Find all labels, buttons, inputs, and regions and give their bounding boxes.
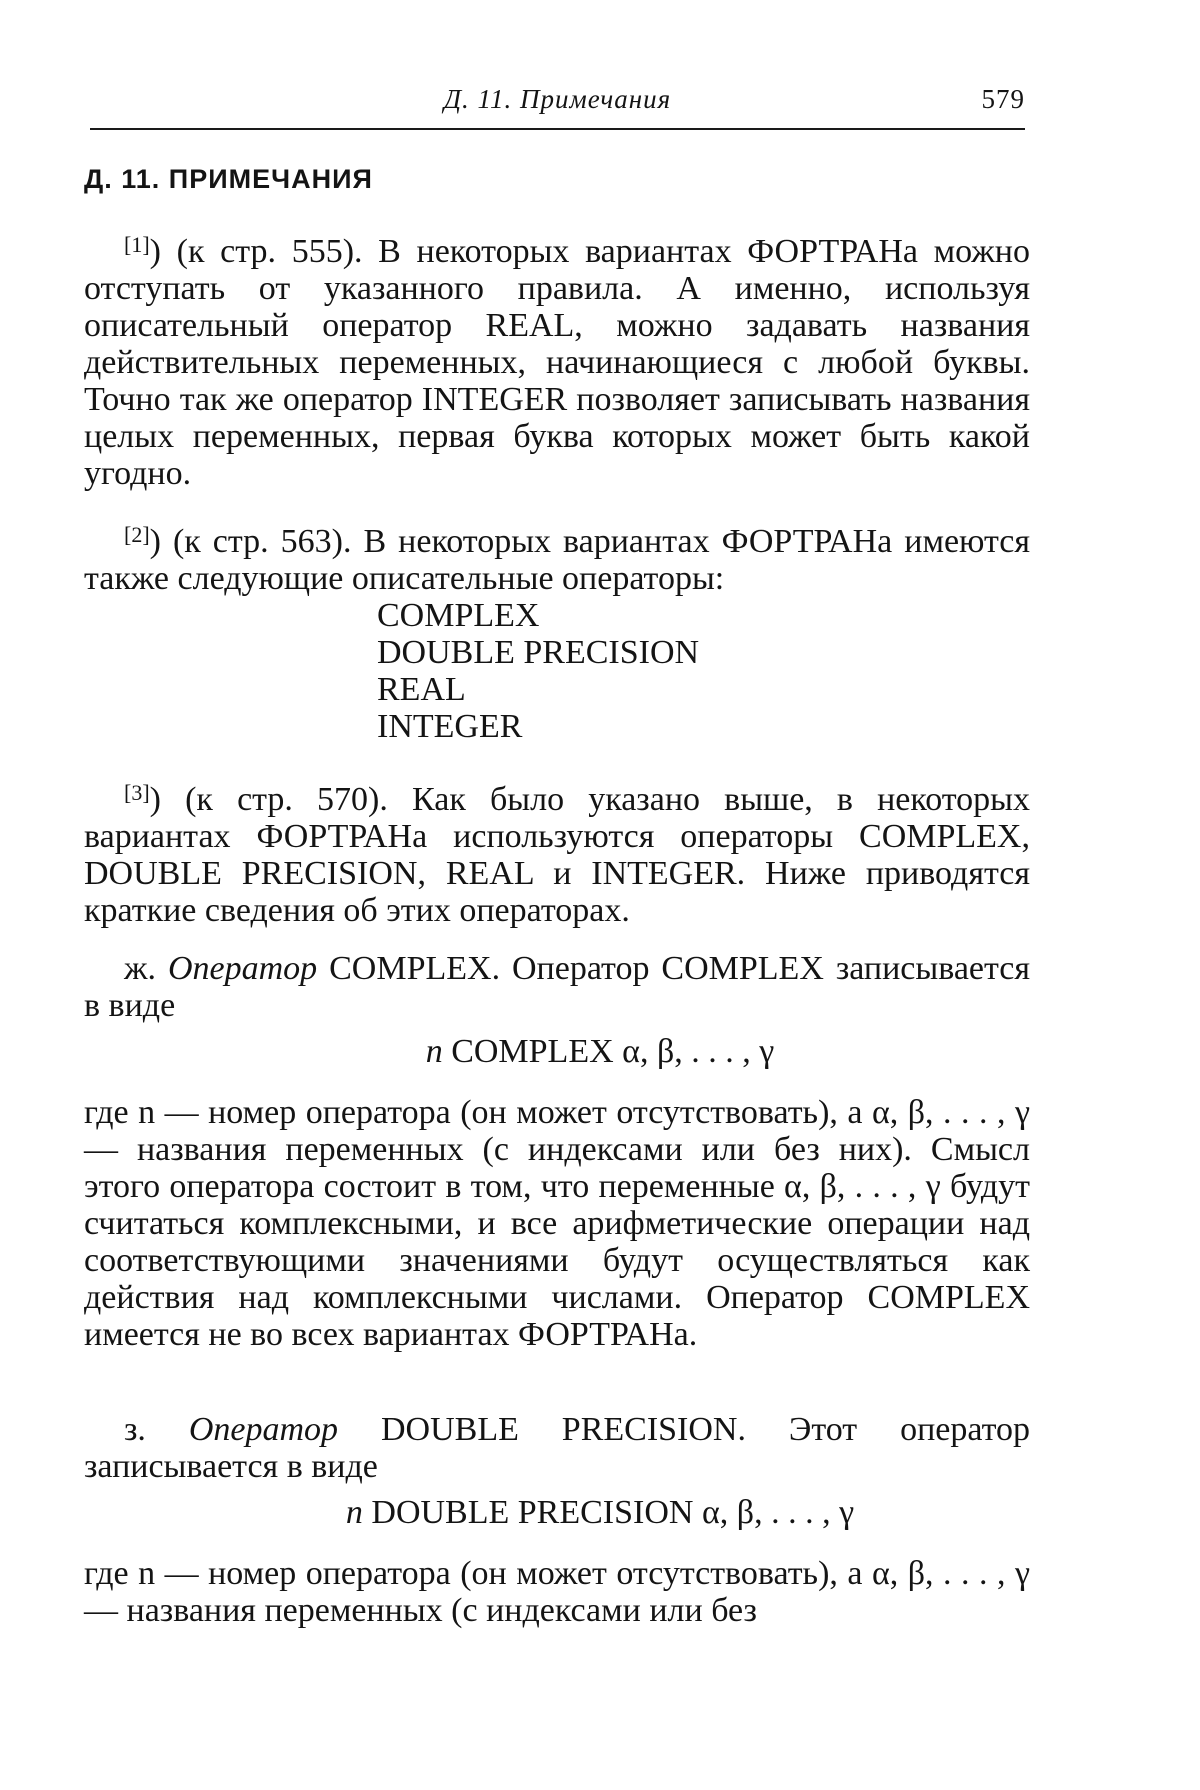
item-zh-formula-n: n bbox=[425, 1033, 443, 1070]
header-rule bbox=[90, 128, 1025, 130]
note-3 bbox=[84, 774, 1030, 929]
item-zh-rest: COMPLEX. Оператор COMPLEX записывается в виде bbox=[84, 950, 1031, 1024]
operator-complex: COMPLEX bbox=[377, 597, 540, 634]
page-number: 579 bbox=[981, 84, 1025, 114]
item-z-letter: з. bbox=[124, 1411, 146, 1448]
item-z-title: Оператор bbox=[188, 1411, 339, 1448]
note-3-text: ) (к стр. 570). Как было указано выше, в некоторых вариантах ФОРТРАНа используются операторы COMPLEX, DOUBLE PRECISION, REAL и INTEGER. Ниже приводятся краткие сведения об этих операторах. bbox=[84, 781, 1030, 929]
item-z-explanation: где n — номер оператора (он может отсутствовать), а α, β, . . . , γ — названия переменных (с индексами или без bbox=[84, 1555, 1030, 1629]
operator-real: REAL bbox=[377, 671, 466, 708]
note-2-text: ) (к стр. 563). В некоторых вариантах ФОРТРАНа имеются также следующие описательные операторы: bbox=[84, 523, 1030, 597]
item-z-rest: DOUBLE PRECISION. Этот оператор записывается в виде bbox=[84, 1411, 1030, 1485]
item-z-formula-n: n bbox=[345, 1494, 363, 1531]
note-2 bbox=[84, 516, 1030, 597]
note-1-text: ) (к стр. 555). В некоторых вариантах ФОРТРАНа можно отступать от указанного правила. А именно, используя описательный оператор REAL, можно задавать названия действительных переменных, начинающиеся с любой буквы. Точно так же оператор INTEGER позволяет записывать названия целых переменных, первая буква которых может быть какой угодно. bbox=[84, 233, 1030, 492]
item-zh-heading bbox=[84, 950, 1030, 1024]
running-title: Д. 11. Примечания bbox=[443, 84, 672, 114]
operator-double-precision: DOUBLE PRECISION bbox=[377, 634, 700, 671]
item-zh-formula-rest: COMPLEX α, β, . . . , γ bbox=[442, 1033, 775, 1070]
note-3-mark: [3] bbox=[124, 780, 150, 805]
running-head bbox=[90, 84, 1025, 124]
item-zh-explanation: где n — номер оператора (он может отсутствовать), а α, β, . . . , γ — названия переменных (с индексами или без них). Смысл этого оператора состоит в том, что переменные α, β, . . . , γ будут считаться комплексными, и все арифметические операции над соответствующими значениями будут осуществляться как действия над комплексными числами. Оператор COMPLEX имеется не во всех вариантах ФОРТРАНа. bbox=[84, 1094, 1030, 1353]
item-z-heading bbox=[84, 1411, 1030, 1485]
item-z-formula-rest: DOUBLE PRECISION α, β, . . . , γ bbox=[362, 1494, 855, 1531]
item-zh-formula bbox=[0, 1033, 1200, 1070]
item-zh-letter: ж. bbox=[124, 950, 156, 987]
note-2-mark: [2] bbox=[124, 522, 150, 547]
note-1-mark: [1] bbox=[124, 232, 150, 257]
note-1 bbox=[84, 226, 1030, 492]
operator-integer: INTEGER bbox=[377, 708, 523, 745]
item-z-formula bbox=[0, 1494, 1200, 1531]
item-zh-title: Оператор bbox=[167, 950, 318, 987]
operators-list bbox=[377, 597, 699, 745]
section-title: Д. 11. ПРИМЕЧАНИЯ bbox=[84, 164, 373, 194]
